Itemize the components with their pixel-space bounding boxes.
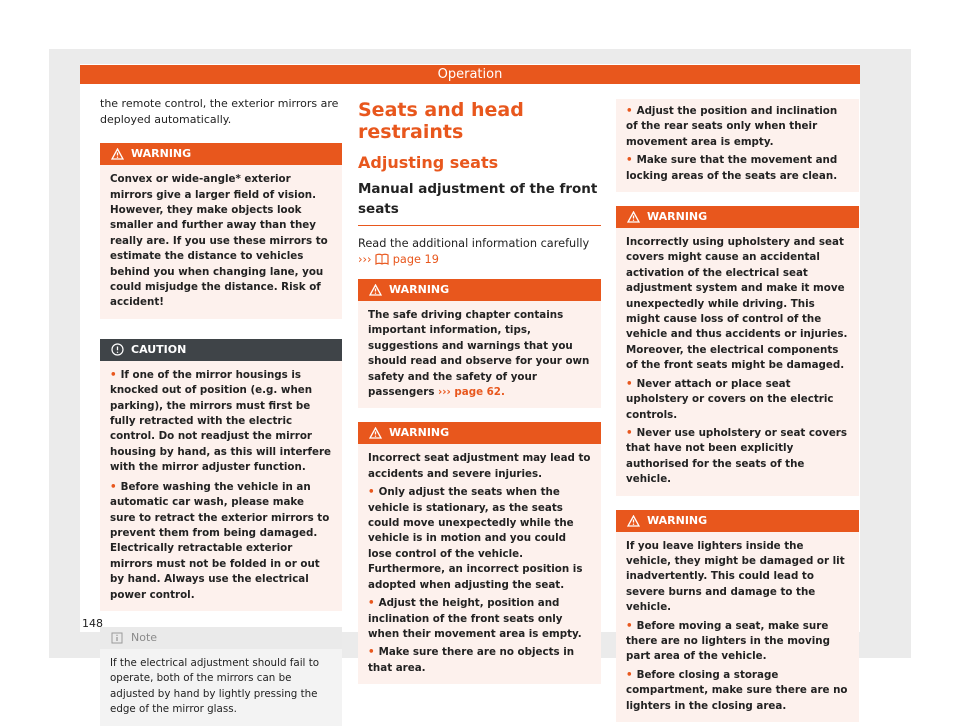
page-number: 148 [82,617,103,630]
warning-item: • Adjust the height, position and inclination of the front seats only when their movement area is empty. [368,597,582,640]
section-header: Operation [80,65,860,84]
warning-text: If you leave lighters inside the vehicle, they might be damaged or lit inadvertently. This could lead to severe burns and damage to the vehicle. [626,539,845,614]
warning-item: • Only adjust the seats when the vehicle is stationary, as the seats could move unexpectedly while the vehicle is in motion and you could lose control of the vehicle. Furthermore, an incorrect position is adopted when adjusting the seat. [368,486,583,591]
warning-header [616,206,859,228]
left-column [100,96,342,726]
caution-label: CAUTION [131,342,187,356]
caution-circle-icon [110,343,124,357]
page-link[interactable]: page 62. [454,386,505,399]
page-link[interactable]: page 19 [392,253,439,266]
warning-triangle-icon [110,147,124,161]
warning-box-upholstery [616,206,859,496]
warning-triangle-icon [368,426,382,440]
warning-label: WARNING [389,426,450,440]
warning-continued-box [616,99,859,192]
section-divider [358,225,601,226]
warning-box-mirrors [100,143,342,319]
caution-header [100,339,342,361]
warning-item: • Before closing a storage compartment, make sure there are no lighters in the closing area. [626,668,848,712]
warning-header [358,279,601,301]
note-label: Note [131,630,158,644]
warning-box-lighters [616,510,859,722]
caution-item: • If one of the mirror housings is knocked out of position (e.g. when parking), the mirrors must first be fully retracted with the electric control. Do not readjust the mirror housing by hand, as this will interfere with the mirror adjuster function. [110,368,332,474]
warning-item: • Adjust the position and inclination of the rear seats only when their movement area is empty. [626,105,838,148]
warning-label: WARNING [389,283,450,296]
chapter-title: Seats and head restraints [358,99,524,143]
warning-header [358,422,601,444]
warning-header [100,143,342,165]
caution-box [100,339,342,611]
warning-text: Incorrectly using upholstery and seat covers might cause an accidental activation of the electrical seat adjustment system and make it move unexpectedly while driving. This might cause loss of control of the vehicle and thus accidents or injuries. Moreover, the electrical components of the front seats might be damaged. [626,236,848,372]
warning-triangle-icon [368,283,382,297]
warning-item: • Before moving a seat, make sure there are no lighters in the moving part area of the vehicle. [626,619,830,663]
read-more-text: Read the additional information carefully ››› page 19 [358,237,590,266]
warning-box-seat-adjustment [358,422,601,684]
warning-label: WARNING [131,147,192,161]
warning-box-safety [358,279,601,408]
warning-text: Incorrect seat adjustment may lead to accidents and severe injuries. [368,452,591,480]
middle-column [358,99,601,684]
warning-header [616,510,859,532]
caution-item: • Before washing the vehicle in an automatic car wash, please make sure to retract the exterior mirrors to prevent them from being damaged. Electrically retractable exterior mirrors must not be folded in or out by hand. Always use the electrical power control. [110,480,330,601]
warning-text: Convex or wide-angle* exterior mirrors give a larger field of vision. However, they make objects look smaller and further away than they really are. If you use these mirrors to estimate the distance to vehicles behind you when changing lane, you could misjudge the distance. Risk of accident! [110,173,328,309]
warning-item: • Never attach or place seat upholstery or covers on the electric controls. [626,377,834,421]
intro-text: the remote control, the exterior mirrors are deployed automatically. [100,97,339,126]
warning-triangle-icon [626,210,640,224]
warning-label: WARNING [647,210,708,224]
right-column [616,99,859,722]
book-icon [375,252,389,266]
note-box [100,627,342,726]
warning-label: WARNING [647,513,708,527]
warning-triangle-icon [626,514,640,528]
info-icon [110,631,124,645]
note-text: If the electrical adjustment should fail to operate, both of the mirrors can be adjusted by hand by lightly pressing the edge of the mirror glass. [110,656,320,716]
section-title: Manual adjustment of the front seats [358,181,598,217]
warning-item: • Make sure that the movement and locking areas of the seats are clean. [626,154,838,182]
warning-item: • Never use upholstery or seat covers that have not been explicitly authorised for the seats of the vehicle. [626,426,848,486]
chapter-subtitle: Adjusting seats [358,153,499,172]
warning-text: The safe driving chapter contains important information, tips, suggestions and warnings that you should read and observe for your own safety and the safety of your passengers ››› page 62. [368,309,590,399]
note-header [100,627,342,649]
warning-item: • Make sure there are no objects in that area. [368,646,575,674]
